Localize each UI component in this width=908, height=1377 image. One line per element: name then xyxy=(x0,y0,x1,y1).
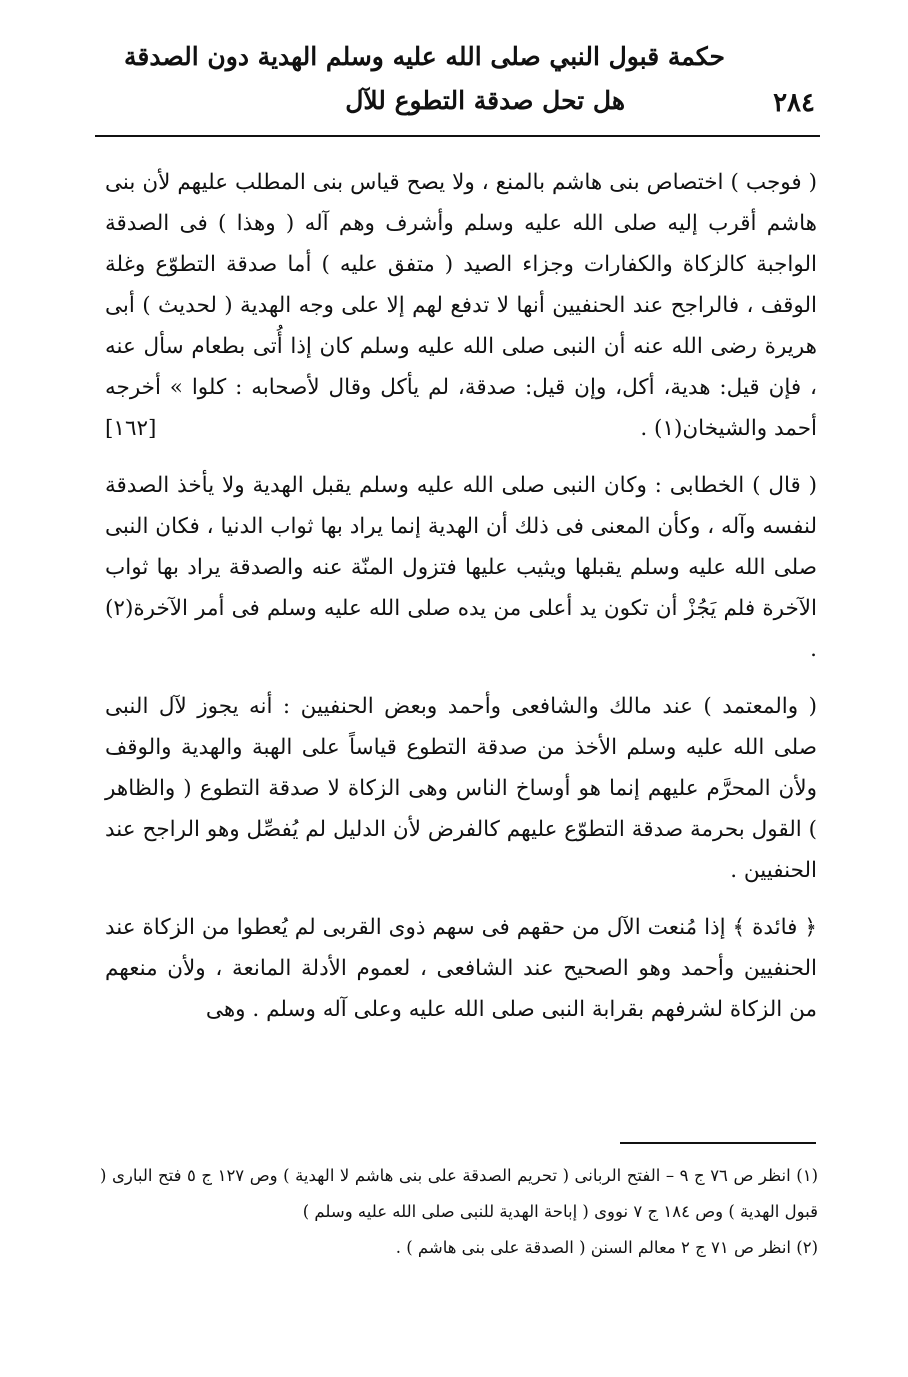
footnote-1: (١) انظر ص ٧٦ ج ٩ – الفتح الربانى ( تحريم الصدقة على بنى هاشم لا الهدية ) وص ١٢٧ ج ٥ فتح البارى ( قبول الهدية ) وص ١٨٤ ج ٧ نووى ( إباحة الهدية للنبى صلى الله عليه وسلم ) xyxy=(100,1166,818,1221)
main-text xyxy=(105,162,817,1046)
paragraph-2 xyxy=(105,465,817,670)
paragraph-1 xyxy=(105,162,817,449)
hadith-number: [١٦٢] xyxy=(105,416,157,441)
footnote-2: (٢) انظر ص ٧١ ج ٢ معالم السنن ( الصدقة على بنى هاشم ) . xyxy=(395,1238,818,1257)
paragraph-text: ﴿ فائدة ﴾ إذا مُنعت الآل من حقهم فى سهم ذوى القربى لم يُعطوا من الزكاة عند الحنفيين وأحمد وهو الصحيح عند الشافعى ، لعموم الأدلة المانعة ، ولأن منعهم من الزكاة لشرفهم بقرابة النبى صلى الله عليه وعلى آله وسلم . وهى xyxy=(105,915,817,1022)
footnote-rule xyxy=(620,1142,816,1144)
paragraph-3 xyxy=(105,686,817,891)
footnotes xyxy=(100,1158,818,1266)
page-number: ٢٨٤ xyxy=(773,88,815,118)
running-title-line-1: حكمة قبول النبي صلى الله عليه وسلم الهدية دون الصدقة xyxy=(123,42,725,71)
header-rule xyxy=(95,135,820,137)
paragraph-text: ( قال ) الخطابى : وكان النبى صلى الله عليه وسلم يقبل الهدية ولا يأخذ الصدقة لنفسه وآله ، وكأن المعنى فى ذلك أن الهدية إنما يراد بها ثواب الدنيا ، فكان النبى صلى الله عليه وسلم يقبلها ويثيب عليها فتزول المنّة عنه والصدقة يراد بها ثواب الآخرة فلم يَجُزْ أن تكون يد أعلى من يده صلى الله عليه وسلم فى أمر الآخرة(٢) . xyxy=(105,473,817,662)
paragraph-text: ( فوجب ) اختصاص بنى هاشم بالمنع ، ولا يصح قياس بنى المطلب عليهم لأن بنى هاشم أقرب إليه صلى الله عليه وسلم وأشرف وهم آله ( وهذا ) فى الصدقة الواجبة كالزكاة والكفارات وجزاء الصيد ( متفق عليه ) أما صدقة التطوّع وغلة الوقف ، فالراجح عند الحنفيين أنها لا تدفع لهم إلا على وجه الهدية ( لحديث ) أبى هريرة رضى الله عنه أن النبى صلى الله عليه وسلم كان إذا أُتى بطعام سأل عنه ، فإن قيل: هدية، أكل، وإن قيل: صدقة، لم يأكل وقال لأصحابه : كلوا » أخرجه أحمد والشيخان(١) . xyxy=(105,170,817,441)
running-title-line-2: هل تحل صدقة التطوع للآل xyxy=(345,86,625,115)
page-header xyxy=(95,38,815,130)
paragraph-4 xyxy=(105,907,817,1030)
paragraph-text: ( والمعتمد ) عند مالك والشافعى وأحمد وبعض الحنفيين : أنه يجوز لآل النبى صلى الله عليه وسلم الأخذ من صدقة التطوع قياساً على الهبة والهدية والوقف ولأن المحرَّم عليهم إنما هو أوساخ الناس وهى الزكاة لا صدقة التطوع ( والظاهر ) القول بحرمة صدقة التطوّع عليهم كالفرض لأن الدليل لم يُفصِّل وهو الراجح عند الحنفيين . xyxy=(105,694,817,883)
